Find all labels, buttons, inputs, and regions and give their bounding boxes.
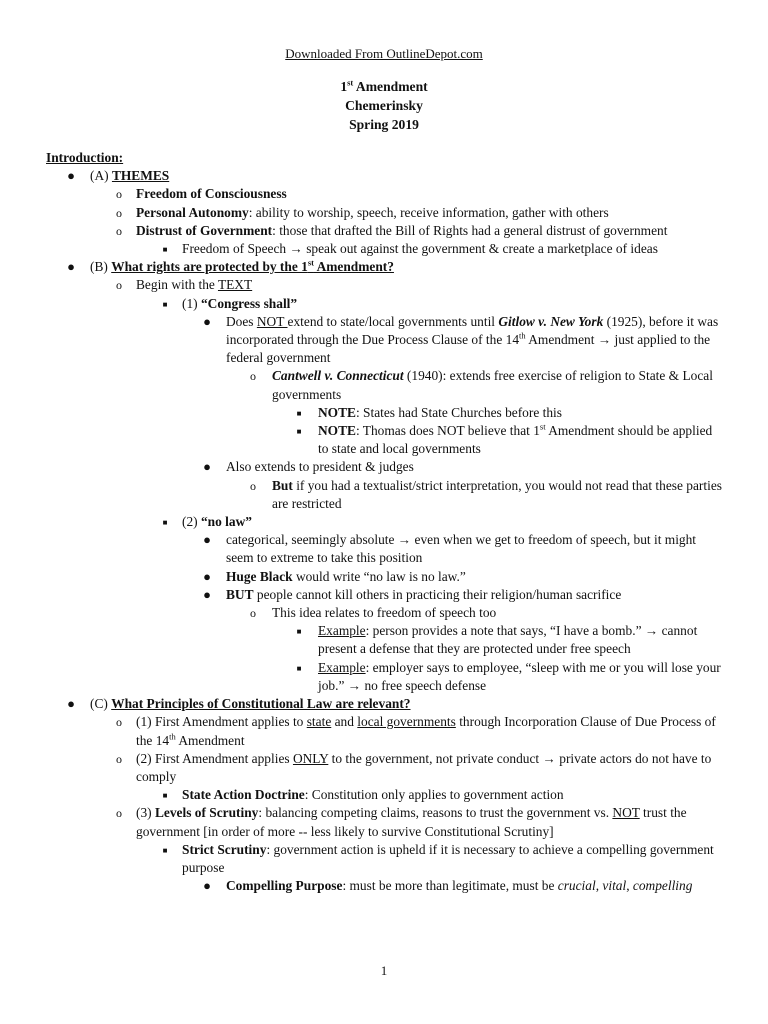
outline-item-b1a: ■ (1) “Congress shall”: [46, 295, 722, 313]
square-bullet-icon: ■: [296, 427, 302, 437]
page-number: 1: [380, 963, 388, 978]
disc-bullet-icon: ●: [203, 586, 211, 602]
outline-item-c3a: ■ Strict Scrutiny: government action is upheld if it is necessary to achieve a compelling government purpose: [46, 841, 722, 877]
disc-bullet-icon: ●: [203, 878, 211, 894]
disc-bullet-icon: ●: [67, 696, 75, 712]
arrow-icon: →: [289, 241, 303, 257]
disc-bullet-icon: ●: [67, 168, 75, 184]
arrow-icon: →: [397, 532, 412, 548]
circle-bullet-icon: o: [250, 606, 256, 621]
outline-item-c3: o (3) Levels of Scrutiny: balancing competing claims, reasons to trust the government vs. NOT trust the government [in order of more -- less likely to survive Constitutional Scrutiny]: [46, 804, 722, 840]
outline-item-b1b2: ● Huge Black would write “no law is no law.”: [46, 568, 722, 586]
outline-item-b1b3a2: ■ Example: employer says to employee, “sleep with me or you will lose your job.” → no free speech defense: [46, 659, 722, 695]
term: Spring 2019: [349, 117, 419, 132]
disc-bullet-icon: ●: [67, 259, 75, 275]
professor-name: Chemerinsky: [345, 98, 423, 113]
outline-item-c3a1: ● Compelling Purpose: must be more than legitimate, must be crucial, vital, compelling: [46, 877, 722, 895]
square-bullet-icon: ■: [162, 245, 168, 255]
outline-body: [46, 149, 722, 895]
outline-item-b1: o Begin with the TEXT: [46, 276, 722, 294]
square-bullet-icon: ■: [296, 663, 302, 673]
outline-item-b1a1a1: ■ NOTE: States had State Churches before this: [46, 404, 722, 422]
outline-item-b1a1a: o Cantwell v. Connecticut (1940): extends free exercise of religion to State & Local governments: [46, 367, 722, 403]
outline-item-a1: o Freedom of Consciousness: [46, 185, 722, 203]
source-link[interactable]: Downloaded From OutlineDepot.com: [285, 46, 483, 61]
disc-bullet-icon: ●: [203, 313, 211, 329]
circle-bullet-icon: o: [116, 187, 122, 202]
outline-item-a3a: ■ Freedom of Speech → speak out against the government & create a marketplace of ideas: [46, 240, 722, 258]
outline-item-a: ● (A) THEMES: [46, 167, 722, 185]
outline-item-a3: o Distrust of Government: those that drafted the Bill of Rights had a general distrust of government: [46, 222, 722, 240]
section-heading-introduction: Introduction:: [46, 150, 124, 165]
square-bullet-icon: ■: [162, 845, 168, 855]
circle-bullet-icon: o: [116, 223, 122, 238]
circle-bullet-icon: o: [250, 478, 256, 493]
disc-bullet-icon: ●: [203, 568, 211, 584]
outline-item-c2a: ■ State Action Doctrine: Constitution only applies to government action: [46, 786, 722, 804]
outline-item-b1a1: ● Does NOT extend to state/local governments until Gitlow v. New York (1925), before it was incorporated through the Due Process Clause of the 14th Amendment → just applied to the federal government: [46, 313, 722, 368]
square-bullet-icon: ■: [162, 791, 168, 801]
outline-item-c1: o (1) First Amendment applies to state and local governments through Incorporation Clause of Due Process of the 14th Amendment: [46, 713, 722, 749]
outline-item-b1b1: ● categorical, seemingly absolute → even when we get to freedom of speech, but it might seem to extreme to take this position: [46, 531, 722, 567]
arrow-icon: →: [347, 677, 362, 693]
arrow-icon: →: [644, 623, 659, 639]
circle-bullet-icon: o: [250, 369, 256, 384]
circle-bullet-icon: o: [116, 806, 122, 821]
course-title: 1st Amendment: [340, 77, 428, 94]
outline-item-c2: o (2) First Amendment applies ONLY to the government, not private conduct → private actors do not have to comply: [46, 750, 722, 786]
square-bullet-icon: ■: [296, 627, 302, 637]
square-bullet-icon: ■: [162, 299, 168, 309]
square-bullet-icon: ■: [296, 408, 302, 418]
outline-item-b1b: ■ (2) “no law”: [46, 513, 722, 531]
title-block: [0, 77, 768, 134]
arrow-icon: →: [542, 750, 556, 766]
outline-list: [46, 167, 722, 895]
outline-item-b1a1a2: ■ NOTE: Thomas does NOT believe that 1st Amendment should be applied to state and local governments: [46, 422, 722, 458]
disc-bullet-icon: ●: [203, 459, 211, 475]
circle-bullet-icon: o: [116, 205, 122, 220]
arrow-icon: →: [597, 332, 612, 348]
outline-item-b1b3a: o This idea relates to freedom of speech too: [46, 604, 722, 622]
circle-bullet-icon: o: [116, 278, 122, 293]
circle-bullet-icon: o: [116, 715, 122, 730]
outline-item-b1b3a1: ■ Example: person provides a note that says, “I have a bomb.” → cannot present a defense that they are protected under free speech: [46, 622, 722, 658]
outline-item-b: ● (B) What rights are protected by the 1st Amendment?: [46, 258, 722, 276]
outline-item-c: ● (C) What Principles of Constitutional Law are relevant?: [46, 695, 722, 713]
disc-bullet-icon: ●: [203, 532, 211, 548]
outline-item-a2: o Personal Autonomy: ability to worship, speech, receive information, gather with others: [46, 204, 722, 222]
outline-item-b1a2: ● Also extends to president & judges: [46, 458, 722, 476]
outline-item-b1b3: ● BUT people cannot kill others in practicing their religion/human sacrifice: [46, 586, 722, 604]
outline-item-b1a2a: o But if you had a textualist/strict interpretation, you would not read that these parties are restricted: [46, 477, 722, 513]
square-bullet-icon: ■: [162, 518, 168, 528]
circle-bullet-icon: o: [116, 751, 122, 766]
